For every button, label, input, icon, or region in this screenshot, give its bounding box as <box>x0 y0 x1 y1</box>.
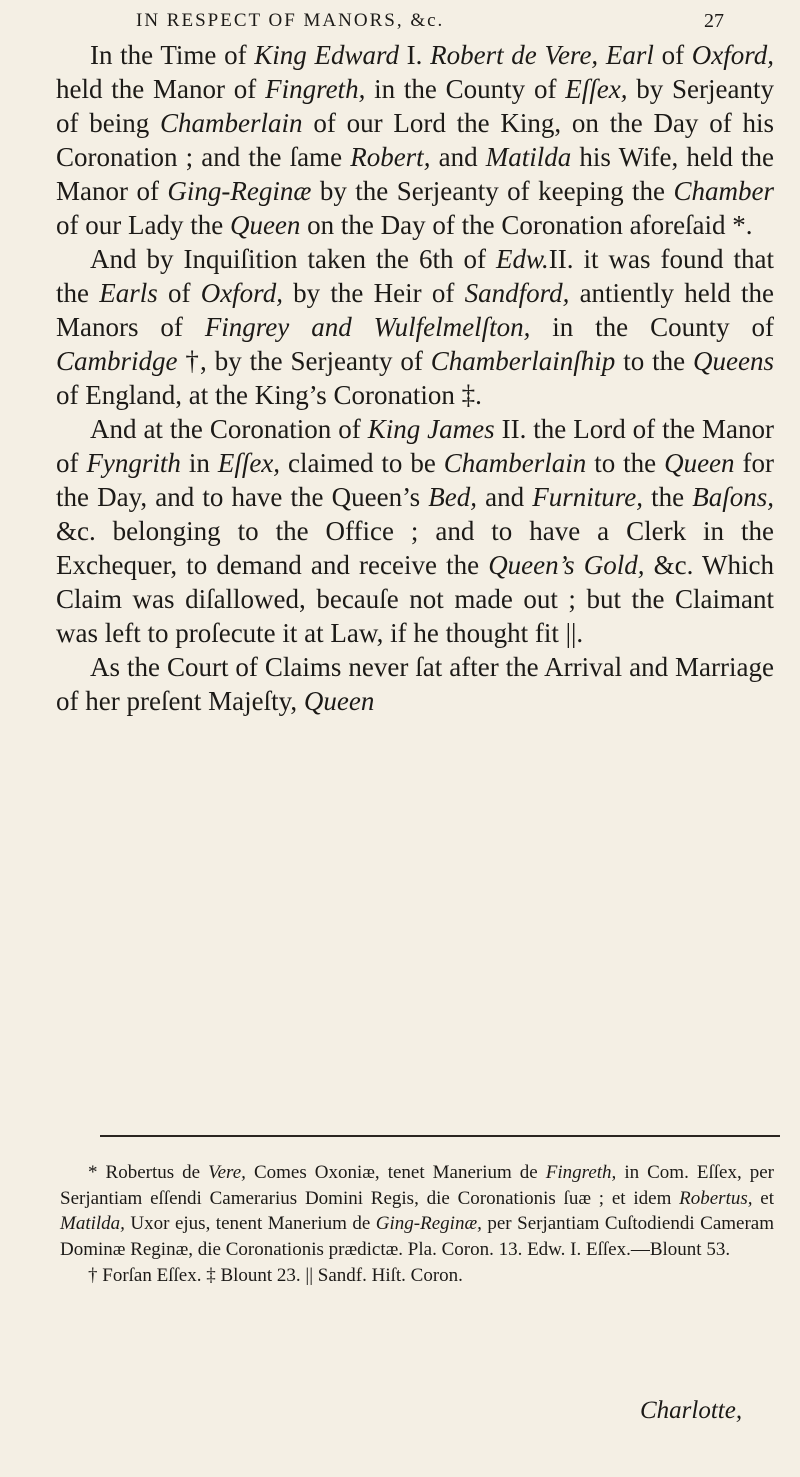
italic-run: Fingreth, <box>265 74 366 104</box>
text-run: his Wife, held the Manor of <box>56 142 774 206</box>
italic-run: Earls <box>99 278 158 308</box>
italic-run: Chamber <box>673 176 774 206</box>
text-run: of our Lord the King, on the Day of his Coronation ; and the ſame <box>56 108 774 172</box>
italic-run: Edw. <box>496 244 549 274</box>
italic-run: Eſſex, <box>217 448 281 478</box>
italic-run: Ging-Reginæ, <box>375 1213 482 1235</box>
italic-run: Chamberlain <box>443 448 587 478</box>
italic-run: Queen <box>303 686 375 716</box>
text-run: †, by the Serjeanty of <box>177 346 431 376</box>
text-run: In the Time of <box>90 40 255 70</box>
italic-run: Baſons, <box>692 482 774 512</box>
italic-run: Eſſex, <box>565 74 628 104</box>
paragraph <box>56 650 774 718</box>
text-run: of our Lady the <box>56 210 230 240</box>
text-run: by the Heir of <box>282 278 465 308</box>
text-run: II. the Lord of the Manor of <box>56 414 774 478</box>
italic-run: Vere, <box>208 1162 246 1183</box>
italic-run: Sandford, <box>464 278 570 308</box>
text-run: And by Inquiſition taken the 6th of <box>90 244 497 274</box>
text-run: in the County of <box>530 312 774 342</box>
italic-run: Oxford, <box>691 40 775 70</box>
text-run: the <box>642 482 693 512</box>
text-run: † Forſan Eſſex. ‡ Blount 23. || Sandf. Hiſt. Coron. <box>88 1264 463 1286</box>
italic-run: Oxford, <box>200 278 283 308</box>
page-number: 27 <box>704 10 724 32</box>
text-run: et <box>752 1187 774 1209</box>
text-run: and <box>430 142 486 172</box>
italic-run: Furniture, <box>532 482 643 512</box>
text-run: in the County of <box>365 74 566 104</box>
italic-run: Fingrey and Wulfelmelſton, <box>204 312 531 342</box>
text-run: antiently held the Manors of <box>56 278 774 342</box>
italic-run: Queen <box>229 210 301 240</box>
italic-run: Queen’s Gold, <box>488 550 645 580</box>
paragraph <box>56 38 774 242</box>
italic-run: Ging-Reginæ <box>167 176 312 206</box>
italic-run: Robertus, <box>679 1187 753 1209</box>
italic-run: Matilda, <box>60 1213 125 1235</box>
text-run: As the Court of Claims never ſat after the Arrival and Marriage of her preſent Majeſty, <box>56 652 774 716</box>
italic-run: Chamberlainſhip <box>430 346 616 376</box>
paragraph <box>56 242 774 412</box>
italic-run: Bed, <box>428 482 477 512</box>
text-run: for the Day, and to have the Queen’s <box>56 448 774 512</box>
italic-run: Queens <box>693 346 774 376</box>
italic-run: Queen <box>664 448 735 478</box>
body-text <box>56 38 774 718</box>
text-run: by Serjeanty of being <box>56 74 774 138</box>
text-run: by the Serjeanty of keeping the <box>311 176 674 206</box>
running-head <box>0 6 800 36</box>
catchword: Charlotte, <box>640 1397 743 1424</box>
text-run: to the <box>615 346 693 376</box>
footnote-rule <box>100 1135 780 1137</box>
text-run: per Serjantiam Cuſtodiendi Cameram Dominæ Reginæ, die Coronationis prædictæ. Pla. Coron. 13. Edw. I. Eſſex.—Blount 53. <box>60 1213 774 1261</box>
italic-run: Fingreth, <box>545 1162 617 1183</box>
running-head-title: IN RESPECT OF MANORS, &c. <box>136 10 445 31</box>
text-run: * Robertus de <box>88 1162 209 1183</box>
text-run: to the <box>586 448 665 478</box>
italic-run: King Edward <box>254 40 399 70</box>
text-run: And at the Coronation of <box>90 414 368 444</box>
text-run: held the Manor of <box>56 74 266 104</box>
footnote <box>60 1263 774 1289</box>
italic-run: Cambridge <box>56 346 178 376</box>
text-run: and <box>477 482 533 512</box>
text-run: claimed to be <box>280 448 444 478</box>
italic-run: Robert de Vere, <box>430 40 599 70</box>
text-run: Uxor ejus, tenent Manerium de <box>124 1213 376 1235</box>
italic-run: Earl <box>605 40 654 70</box>
footnote <box>60 1160 774 1263</box>
text-run: of <box>157 278 201 308</box>
text-run: of England, at the King’s Coronation ‡. <box>56 380 482 410</box>
text-run: &c. Which Claim was diſallowed, becauſe not made out ; but the Claimant was left to proſecute it at Law, if he thought fit ||. <box>56 550 774 648</box>
italic-run: Matilda <box>485 142 572 172</box>
text-run: in Com. Eſſex, per Serjantiam eſſendi Camerarius Domini Regis, die Coronationis ſuæ ; et idem <box>60 1162 774 1209</box>
text-run: I. <box>398 40 431 70</box>
text-run <box>598 40 606 70</box>
italic-run: Robert, <box>350 142 431 172</box>
text-run: II. it was found that the <box>56 244 775 308</box>
paragraph <box>56 412 774 650</box>
italic-run: King James <box>367 414 495 444</box>
italic-run: Fyngrith <box>86 448 181 478</box>
text-run: in <box>180 448 218 478</box>
text-run: Comes Oxoniæ, tenet Manerium de <box>245 1162 546 1183</box>
text-run: of <box>653 40 692 70</box>
text-run: on the Day of the Coronation aforeſaid *. <box>300 210 753 240</box>
footnotes <box>60 1160 774 1289</box>
text-run: &c. belonging to the Office ; and to have a Clerk in the Exchequer, to demand and receive the <box>56 516 774 580</box>
italic-run: Chamberlain <box>160 108 303 138</box>
